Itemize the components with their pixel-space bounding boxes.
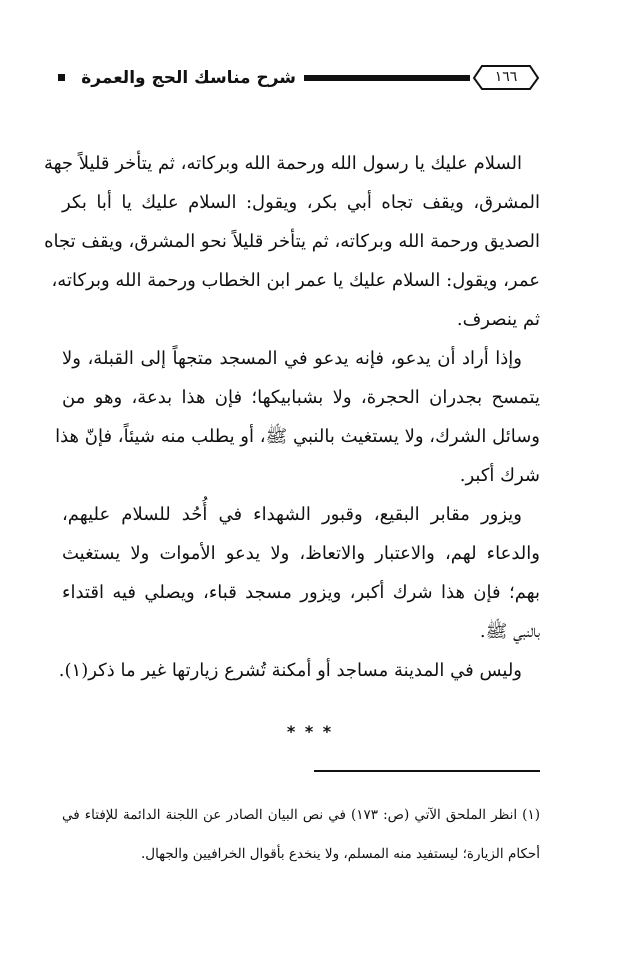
footnote-line: أحكام الزيارة؛ ليستفيد منه المسلم، ولا ينخدع بأقوال الخرافيين والجهال. bbox=[140, 846, 540, 862]
body-line: ثم ينصرف. bbox=[456, 309, 540, 330]
body-line: ويزور مقابر البقيع، وقبور الشهداء في أُحُد للسلام عليهم، bbox=[62, 504, 522, 525]
body-line: بهم؛ فإن هذا شرك أكبر، ويزور مسجد قباء، ويصلي فيه اقتداء bbox=[62, 582, 540, 603]
body-line: والدعاء لهم، والاعتبار والاتعاظ، ولا يدعو الأموات ولا يستغيث bbox=[62, 543, 540, 564]
page-number-box bbox=[472, 62, 540, 92]
running-header bbox=[58, 62, 548, 96]
page-number: ١٦٦ bbox=[494, 69, 518, 85]
header-rule bbox=[304, 75, 470, 81]
footnote-rule bbox=[314, 770, 540, 772]
body-line: السلام عليك يا رسول الله ورحمة الله وبركاته، ثم يتأخر قليلاً جهة bbox=[43, 153, 522, 174]
body-line: وإذا أراد أن يدعو، فإنه يدعو في المسجد متجهاً إلى القبلة، ولا bbox=[62, 348, 522, 369]
body-line: الصديق ورحمة الله وبركاته، ثم يتأخر قليلاً نحو المشرق، ويقف تجاه bbox=[44, 231, 540, 252]
body-line: وليس في المدينة مساجد أو أمكنة تُشرع زيارتها غير ما ذكر(١). bbox=[58, 660, 522, 681]
footnotes bbox=[62, 796, 540, 874]
section-separator: * * * bbox=[286, 722, 334, 741]
body-line: وسائل الشرك، ولا يستغيث بالنبي ﷺ، أو يطلب منه شيئاً، فإنّ هذا bbox=[55, 426, 540, 447]
body-line: عمر، ويقول: السلام عليك يا عمر ابن الخطاب ورحمة الله وبركاته، bbox=[51, 270, 540, 291]
body-line: يتمسح بجدران الحجرة، ولا بشبابيكها؛ فإن هذا بدعة، وهو من bbox=[62, 387, 540, 408]
body-line: بالنبي ﷺ. bbox=[479, 621, 540, 642]
header-bullet bbox=[58, 74, 65, 81]
body-line: المشرق، ويقف تجاه أبي بكر، ويقول: السلام عليك يا أبا بكر bbox=[62, 192, 540, 213]
body-line: شرك أكبر. bbox=[459, 465, 540, 486]
header-title: شرح مناسك الحج والعمرة bbox=[81, 68, 296, 88]
footnote-line: (١) انظر الملحق الآتي (ص: ١٧٣) في نص البيان الصادر عن اللجنة الدائمة للإفتاء في bbox=[62, 807, 540, 823]
body-text bbox=[43, 144, 540, 690]
